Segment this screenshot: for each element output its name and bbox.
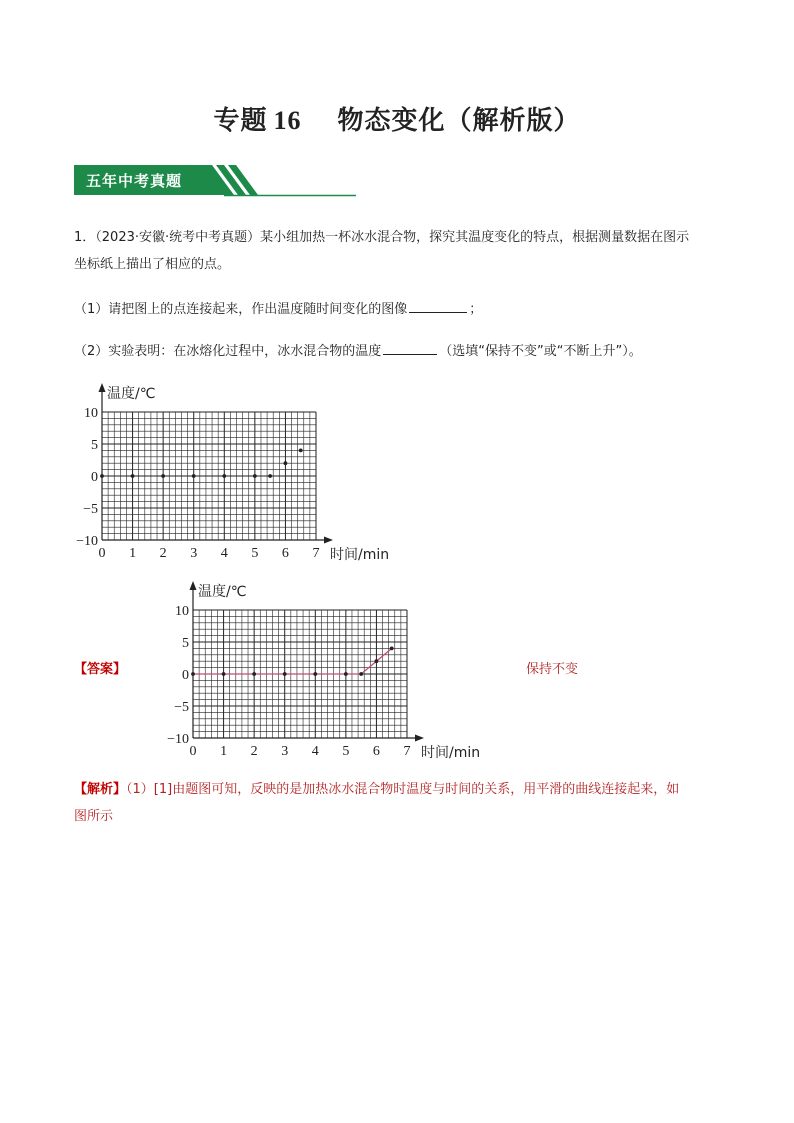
x-tick-label: 2 xyxy=(159,546,167,561)
temperature-chart-question xyxy=(66,380,396,565)
data-point xyxy=(191,672,195,676)
data-point xyxy=(161,474,165,478)
y-tick-label: 5 xyxy=(91,438,98,453)
y-tick-label: −5 xyxy=(174,700,189,715)
y-axis-arrow xyxy=(99,383,106,392)
y-tick-label: 10 xyxy=(175,604,189,619)
data-point xyxy=(222,672,226,676)
question-line-1: 1．（2023·安徽·统考中考真题）某小组加热一杯冰水混合物，探究其温度变化的特点，根据测量数据在图示 xyxy=(74,230,690,245)
x-tick-label: 1 xyxy=(129,546,137,561)
answer-tag xyxy=(74,656,154,683)
data-point xyxy=(299,449,303,453)
analysis-line-1: （1）[1]由题图可知，反映的是加热冰水混合物时温度与时间的关系，用平滑的曲线连接起来，如 xyxy=(126,782,680,797)
answer-blank-1 xyxy=(409,298,467,313)
question-line-2: 坐标纸上描出了相应的点。 xyxy=(74,257,231,272)
y-tick-label: 5 xyxy=(182,636,189,651)
page-title xyxy=(0,100,794,137)
answer-text: 保持不变 xyxy=(526,662,579,677)
data-point xyxy=(283,672,287,676)
data-point xyxy=(253,474,257,478)
x-axis-arrow xyxy=(415,735,424,742)
section-banner-label: 五年中考真题 xyxy=(86,172,183,190)
data-point xyxy=(313,672,317,676)
y-tick-label: 0 xyxy=(182,668,189,683)
x-tick-label: 5 xyxy=(342,744,350,759)
x-tick-label: 4 xyxy=(311,744,319,759)
x-tick-label: 7 xyxy=(312,546,320,561)
x-axis-arrow xyxy=(324,537,333,544)
part-1-text: （1）请把图上的点连接起来，作出温度随时间变化的图像 xyxy=(74,302,408,317)
analysis-tag: 【解析】 xyxy=(74,782,127,797)
y-tick-label: 10 xyxy=(84,406,98,421)
x-tick-label: 3 xyxy=(190,546,198,561)
x-axis-label: 时间/min xyxy=(330,547,390,563)
data-point xyxy=(192,474,196,478)
y-tick-label: −5 xyxy=(83,502,98,517)
y-tick-label: −10 xyxy=(167,732,189,747)
y-tick-label: −10 xyxy=(76,534,98,549)
data-point xyxy=(359,672,363,676)
data-point xyxy=(375,659,379,663)
question-1 xyxy=(74,224,724,278)
temperature-chart-answer xyxy=(157,578,487,763)
question-part-2 xyxy=(74,338,724,365)
data-point xyxy=(100,474,104,478)
data-point xyxy=(284,461,288,465)
x-tick-label: 6 xyxy=(372,744,380,759)
data-point xyxy=(252,672,256,676)
data-point xyxy=(390,647,394,651)
analysis-line-2: 图所示 xyxy=(74,809,114,824)
data-point xyxy=(222,474,226,478)
title-number: 16 xyxy=(273,106,302,135)
y-axis-label: 温度/℃ xyxy=(107,386,156,402)
data-point xyxy=(131,474,135,478)
part-2-options: （选填“保持不变”或“不断上升”）。 xyxy=(439,344,642,359)
y-axis-label: 温度/℃ xyxy=(198,584,247,600)
data-point xyxy=(344,672,348,676)
x-tick-label: 2 xyxy=(250,744,258,759)
x-tick-label: 7 xyxy=(403,744,411,759)
title-main: 物态变化（解析版） xyxy=(337,106,581,136)
x-tick-label: 6 xyxy=(281,546,289,561)
title-prefix: 专题 xyxy=(213,106,268,136)
x-tick-label: 4 xyxy=(220,546,228,561)
analysis xyxy=(74,776,724,830)
data-point xyxy=(268,474,272,478)
x-tick-label: 0 xyxy=(189,744,197,759)
x-tick-label: 1 xyxy=(220,744,228,759)
y-tick-label: 0 xyxy=(91,470,98,485)
y-axis-arrow xyxy=(190,581,197,590)
question-part-1 xyxy=(74,296,724,323)
answer-tag-label: 【答案】 xyxy=(74,662,127,677)
answer-blank-2 xyxy=(383,340,437,355)
x-tick-label: 3 xyxy=(281,744,289,759)
x-tick-label: 5 xyxy=(251,546,259,561)
part-1-end: ； xyxy=(469,302,483,317)
x-tick-label: 0 xyxy=(98,546,106,561)
part-2-text: （2）实验表明：在冰熔化过程中，冰水混合物的温度 xyxy=(74,344,382,359)
x-axis-label: 时间/min xyxy=(421,745,481,761)
